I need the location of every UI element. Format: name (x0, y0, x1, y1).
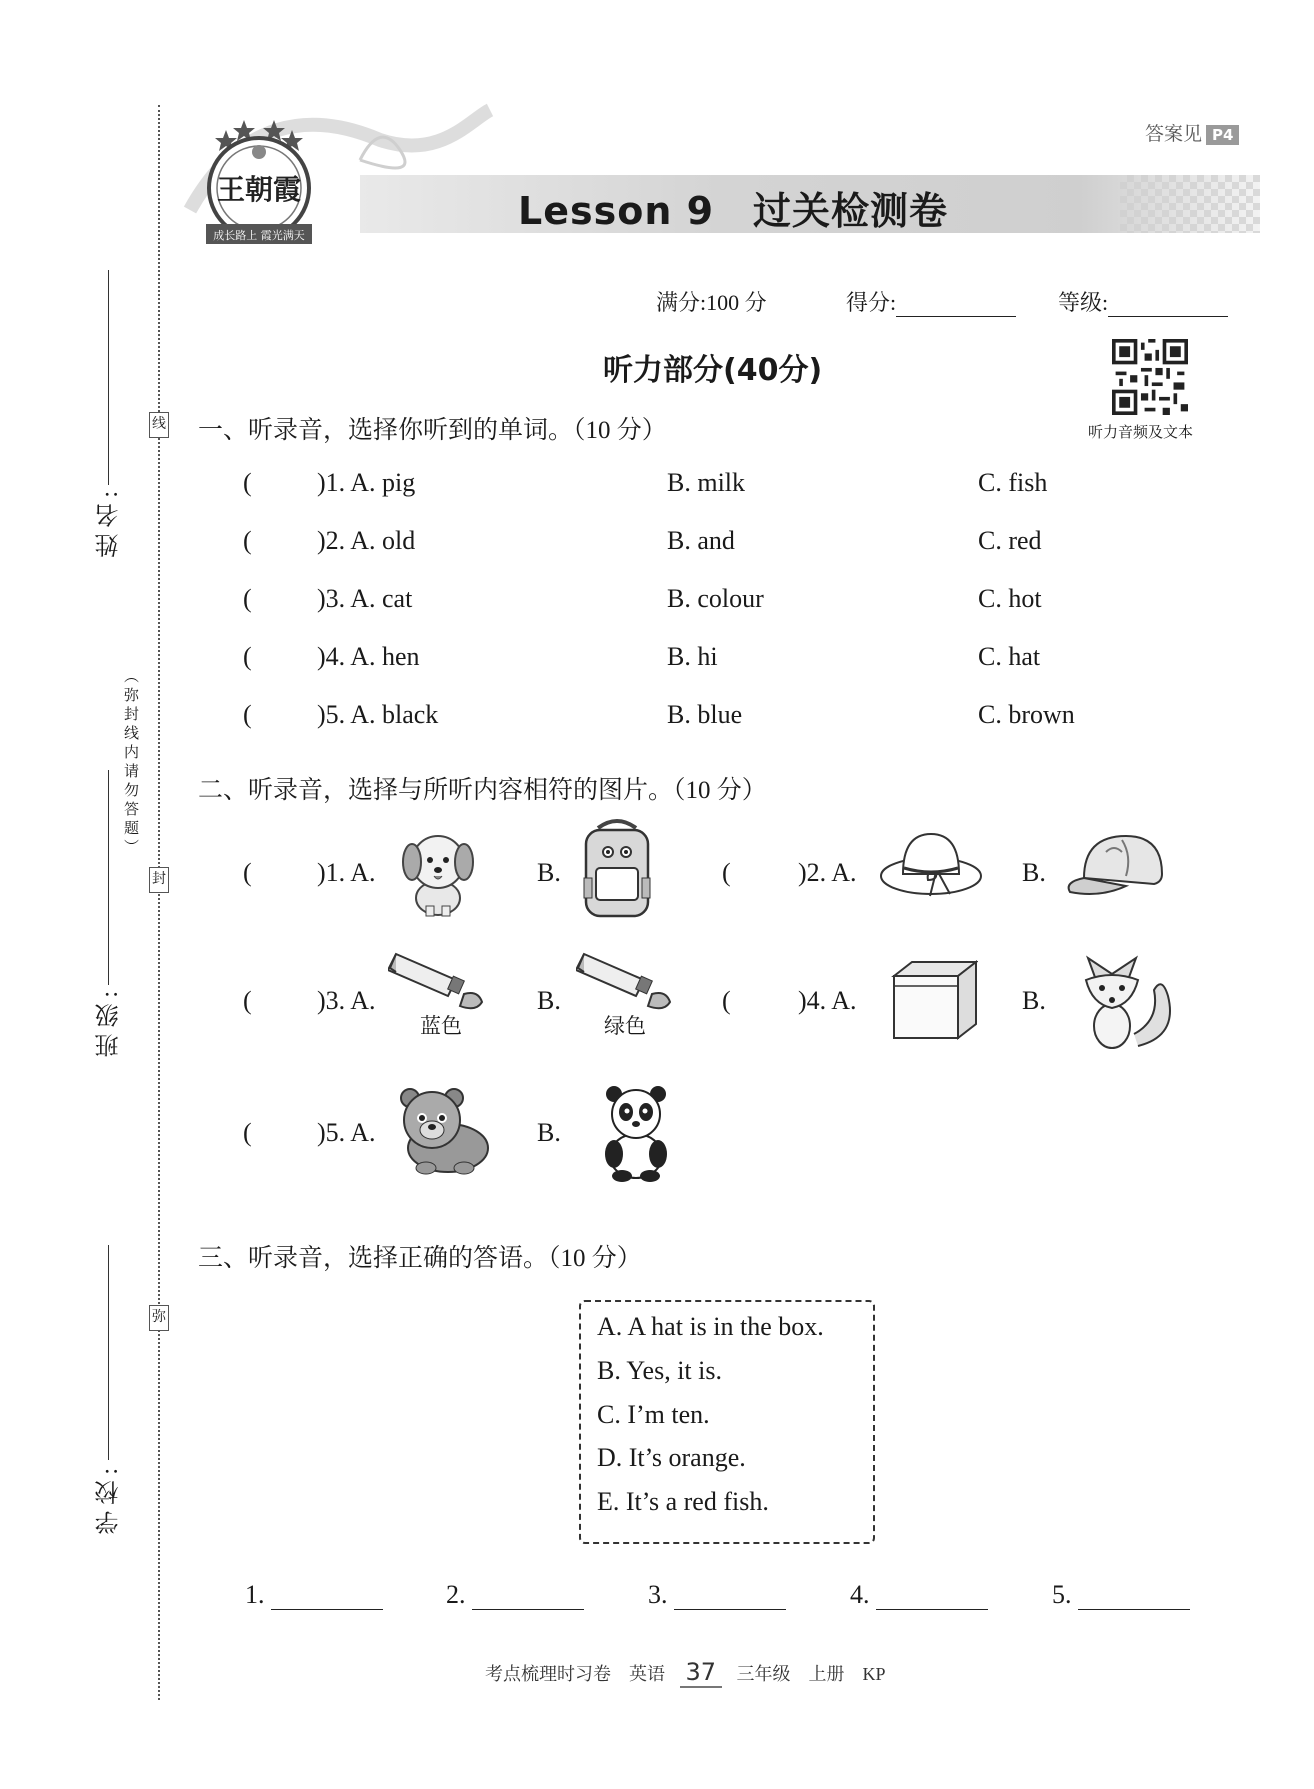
page-title: Lesson 9 过关检测卷 (518, 189, 949, 233)
blank-number: 3. (648, 1580, 668, 1609)
answer-reference (1145, 119, 1239, 146)
answer-blank-1[interactable] (245, 1580, 383, 1610)
answer-paren[interactable]: ( (243, 584, 252, 613)
section2-title: 二、听录音，选择与所听内容相符的图片。（10 分） (198, 777, 767, 804)
tube-a-caption: 蓝色 (420, 1014, 462, 1038)
answer-blank-2[interactable] (446, 1580, 584, 1610)
blank-number: 4. (850, 1580, 870, 1609)
question-number: )5. A. black (317, 700, 439, 729)
question-number: )1. A. (317, 858, 376, 887)
class-label: 班级: (97, 985, 123, 1058)
answer-option: E. It’s a red fish. (597, 1487, 769, 1516)
option-b-label: B. (537, 1118, 561, 1147)
publisher-logo (196, 116, 322, 256)
question-number: )4. A. hen (317, 642, 420, 671)
page-footer (485, 1658, 886, 1688)
margin-marker-seal: 封 (149, 867, 169, 893)
grade-label: 等级: (1058, 290, 1109, 315)
answer-blank-3[interactable] (648, 1580, 786, 1610)
option-c: C. fish (978, 468, 1048, 497)
score-field[interactable] (846, 286, 1016, 317)
page-number: 37 (680, 1658, 723, 1688)
question-number: )1. A. pig (317, 468, 416, 497)
answer-line[interactable] (876, 1587, 988, 1610)
answer-line[interactable] (472, 1587, 584, 1610)
blank-number: 2. (446, 1580, 466, 1609)
score-blank[interactable] (896, 294, 1016, 317)
option-b-label: B. (1022, 858, 1046, 887)
seal-warning: （弥封线内请勿答题） (122, 668, 138, 858)
question-number: )2. A. old (317, 526, 416, 555)
paint-tube-icon (576, 948, 676, 1012)
listening-section-header: 听力部分(40分) (603, 353, 823, 388)
option-b: B. milk (667, 468, 746, 497)
box-icon (890, 958, 978, 1042)
qr-caption: 听力音频及文本 (1088, 425, 1194, 441)
qr-code-icon[interactable] (1112, 339, 1188, 415)
question-number: )3. A. cat (317, 584, 413, 613)
blank-number: 5. (1052, 1580, 1072, 1609)
footer-right: 三年级 上册 KP (736, 1664, 886, 1684)
binding-line (158, 105, 160, 1700)
logo-seal-icon (196, 116, 322, 256)
option-b-label: B. (537, 986, 561, 1015)
option-c: C. hot (978, 584, 1042, 613)
option-b-label: B. (1022, 986, 1046, 1015)
answer-paren[interactable]: ( (243, 986, 252, 1015)
blank-number: 1. (245, 1580, 265, 1609)
baseball-cap-icon (1066, 832, 1168, 902)
bear-icon (396, 1086, 492, 1176)
name-label: 姓名: (97, 485, 123, 558)
option-b: B. blue (667, 700, 743, 729)
answer-line[interactable] (1078, 1587, 1190, 1610)
answer-option: D. It’s orange. (597, 1443, 746, 1472)
dog-icon (398, 826, 478, 918)
margin-marker-line: 线 (149, 412, 169, 438)
answer-option: A. A hat is in the box. (597, 1312, 824, 1341)
section1-title: 一、听录音，选择你听到的单词。（10 分） (198, 417, 667, 444)
answer-option: C. I’m ten. (597, 1400, 710, 1429)
answer-blank-5[interactable] (1052, 1580, 1190, 1610)
answer-paren[interactable]: ( (243, 642, 252, 671)
full-marks: 满分:100 分 (656, 290, 767, 315)
sun-hat-icon (878, 828, 984, 908)
margin-marker-mi: 弥 (149, 1305, 169, 1331)
option-c: C. red (978, 526, 1042, 555)
question-number: )4. A. (798, 986, 857, 1015)
option-c: C. hat (978, 642, 1041, 671)
question-number: )5. A. (317, 1118, 376, 1147)
answer-paren[interactable]: ( (722, 986, 731, 1015)
class-underline (108, 770, 109, 985)
answer-option: B. Yes, it is. (597, 1356, 722, 1385)
answer-paren[interactable]: ( (243, 858, 252, 887)
grade-field[interactable] (1058, 286, 1228, 317)
answer-line[interactable] (271, 1587, 383, 1610)
name-underline (108, 270, 109, 485)
question-number: )3. A. (317, 986, 376, 1015)
logo-name: 王朝霞 (216, 173, 302, 206)
answer-page-badge: P4 (1206, 125, 1239, 145)
paint-tube-icon (388, 948, 488, 1012)
option-b-label: B. (537, 858, 561, 887)
answer-paren[interactable]: ( (243, 468, 252, 497)
fox-icon (1068, 950, 1174, 1054)
option-b: B. colour (667, 584, 764, 613)
footer-left: 考点梳理时习卷 英语 (485, 1664, 665, 1684)
answer-line[interactable] (674, 1587, 786, 1610)
answer-paren[interactable]: ( (722, 858, 731, 887)
tube-b-caption: 绿色 (604, 1014, 646, 1038)
option-c: C. brown (978, 700, 1075, 729)
logo-slogan: 成长路上 霞光满天 (213, 229, 305, 242)
school-label: 学校: (97, 1462, 123, 1535)
question-number: )2. A. (798, 858, 857, 887)
answer-paren[interactable]: ( (243, 700, 252, 729)
answer-paren[interactable]: ( (243, 1118, 252, 1147)
answer-paren[interactable]: ( (243, 526, 252, 555)
backpack-icon (578, 818, 656, 922)
answer-blank-4[interactable] (850, 1580, 988, 1610)
grade-blank[interactable] (1108, 294, 1228, 317)
panda-icon (600, 1084, 672, 1182)
answer-ref-label: 答案见 (1145, 123, 1203, 145)
score-label: 得分: (846, 290, 897, 315)
option-b: B. and (667, 526, 735, 555)
school-underline (108, 1245, 109, 1460)
option-b: B. hi (667, 642, 718, 671)
answer-options-box (579, 1300, 875, 1544)
section3-title: 三、听录音，选择正确的答语。（10 分） (198, 1245, 642, 1272)
banner-pattern (1120, 175, 1260, 233)
